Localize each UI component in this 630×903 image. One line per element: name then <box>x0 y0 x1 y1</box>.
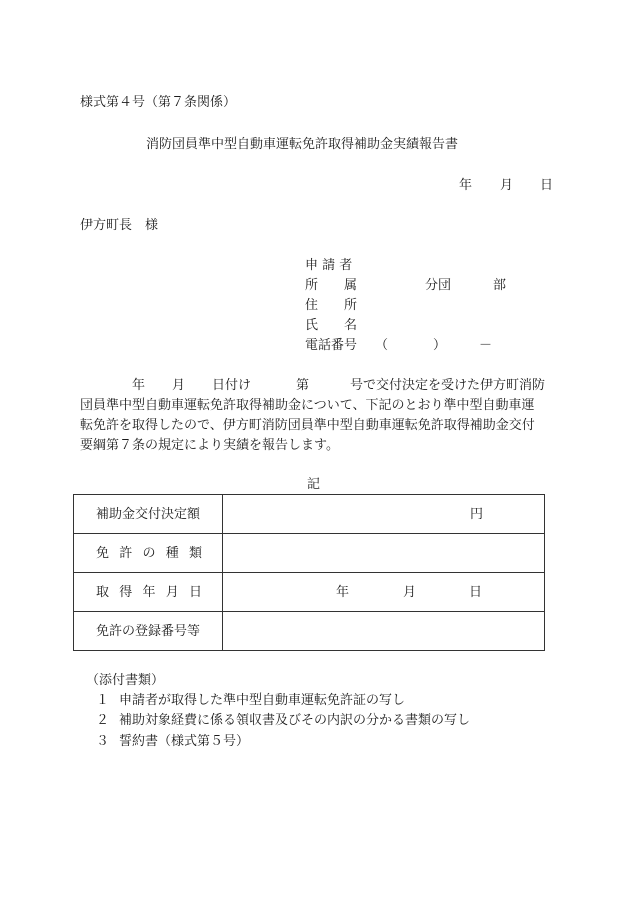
body-line-4: 要綱第７条の規定により実績を報告します。 <box>80 438 339 453</box>
branch-suffix: 分団 <box>425 278 452 293</box>
yen-unit: 円 <box>470 507 484 522</box>
subsidy-amount-label-cell <box>74 495 223 534</box>
label-char: 許 <box>119 546 133 561</box>
attachment-num: １ <box>96 693 110 708</box>
license-type-label <box>96 546 202 562</box>
attachment-text: 誓約書（様式第５号） <box>119 734 250 749</box>
date-month-label: 月 <box>500 178 514 193</box>
form-number: 様式第４号（第７条関係） <box>80 95 237 110</box>
body-date: 日付け <box>212 378 252 393</box>
label-char: 取 <box>96 585 110 600</box>
acq-month-label: 月 <box>403 585 417 600</box>
document-title: 消防団員準中型自動車運転免許取得補助金実績報告書 <box>146 137 459 152</box>
address-label: 住 所 <box>305 298 358 313</box>
attachment-num: ３ <box>96 734 110 749</box>
body-line-2: 団員準中型自動車運転免許取得補助金について、下記のとおり準中型自動車運 <box>80 398 535 413</box>
body-month: 月 <box>172 378 186 393</box>
table-row <box>74 573 545 612</box>
label-char: 種 <box>165 546 179 561</box>
label-char: 類 <box>188 546 202 561</box>
table-row <box>74 612 545 651</box>
acquisition-date-value-cell[interactable] <box>223 573 545 612</box>
label-char: 月 <box>165 585 179 600</box>
acquisition-date-label-cell <box>74 573 223 612</box>
attachment-text: 補助対象経費に係る領収書及びその内訳の分かる書類の写し <box>119 713 471 728</box>
license-type-label-cell <box>74 534 223 573</box>
attachment-text: 申請者が取得した準中型自動車運転免許証の写し <box>119 693 406 708</box>
applicant-header: 申 請 者 <box>305 258 353 273</box>
subsidy-amount-value-cell[interactable] <box>223 495 545 534</box>
attachments-header: （添付書類） <box>86 673 165 688</box>
label-char: の <box>142 546 156 561</box>
label-char: 得 <box>119 585 133 600</box>
body-year: 年 <box>132 378 146 393</box>
name-label: 氏 名 <box>305 318 358 333</box>
date-day-label: 日 <box>540 178 554 193</box>
label-char: 免 <box>96 546 110 561</box>
table-row <box>74 534 545 573</box>
section-suffix: 部 <box>493 278 507 293</box>
acquisition-date-label <box>96 585 202 601</box>
body-line-3: 転免許を取得したので、伊方町消防団員準中型自動車運転免許取得補助金交付 <box>80 418 535 433</box>
record-table <box>73 494 545 651</box>
affiliation-label: 所 属 <box>305 278 358 293</box>
license-type-value-cell[interactable] <box>223 534 545 573</box>
acq-day-label: 日 <box>469 585 483 600</box>
phone-dash: － <box>479 338 493 353</box>
ki-heading: 記 <box>307 477 321 492</box>
label-char: 年 <box>142 585 156 600</box>
acq-year-label: 年 <box>336 585 350 600</box>
table-row <box>74 495 545 534</box>
license-number-value-cell[interactable] <box>223 612 545 651</box>
body-line1-rest: 号で交付決定を受けた伊方町消防 <box>350 378 546 393</box>
date-year-label: 年 <box>459 178 473 193</box>
license-number-label-cell <box>74 612 223 651</box>
attachment-num: ２ <box>96 713 110 728</box>
license-number-label: 免許の登録番号等 <box>96 624 201 639</box>
body-dai: 第 <box>296 378 310 393</box>
phone-close-paren: ） <box>433 338 447 353</box>
addressee: 伊方町長 様 <box>80 218 159 233</box>
phone-label: 電話番号 <box>305 338 358 353</box>
label-char: 日 <box>188 585 202 600</box>
subsidy-amount-label: 補助金交付決定額 <box>96 507 201 522</box>
phone-open-paren: （ <box>375 338 389 353</box>
